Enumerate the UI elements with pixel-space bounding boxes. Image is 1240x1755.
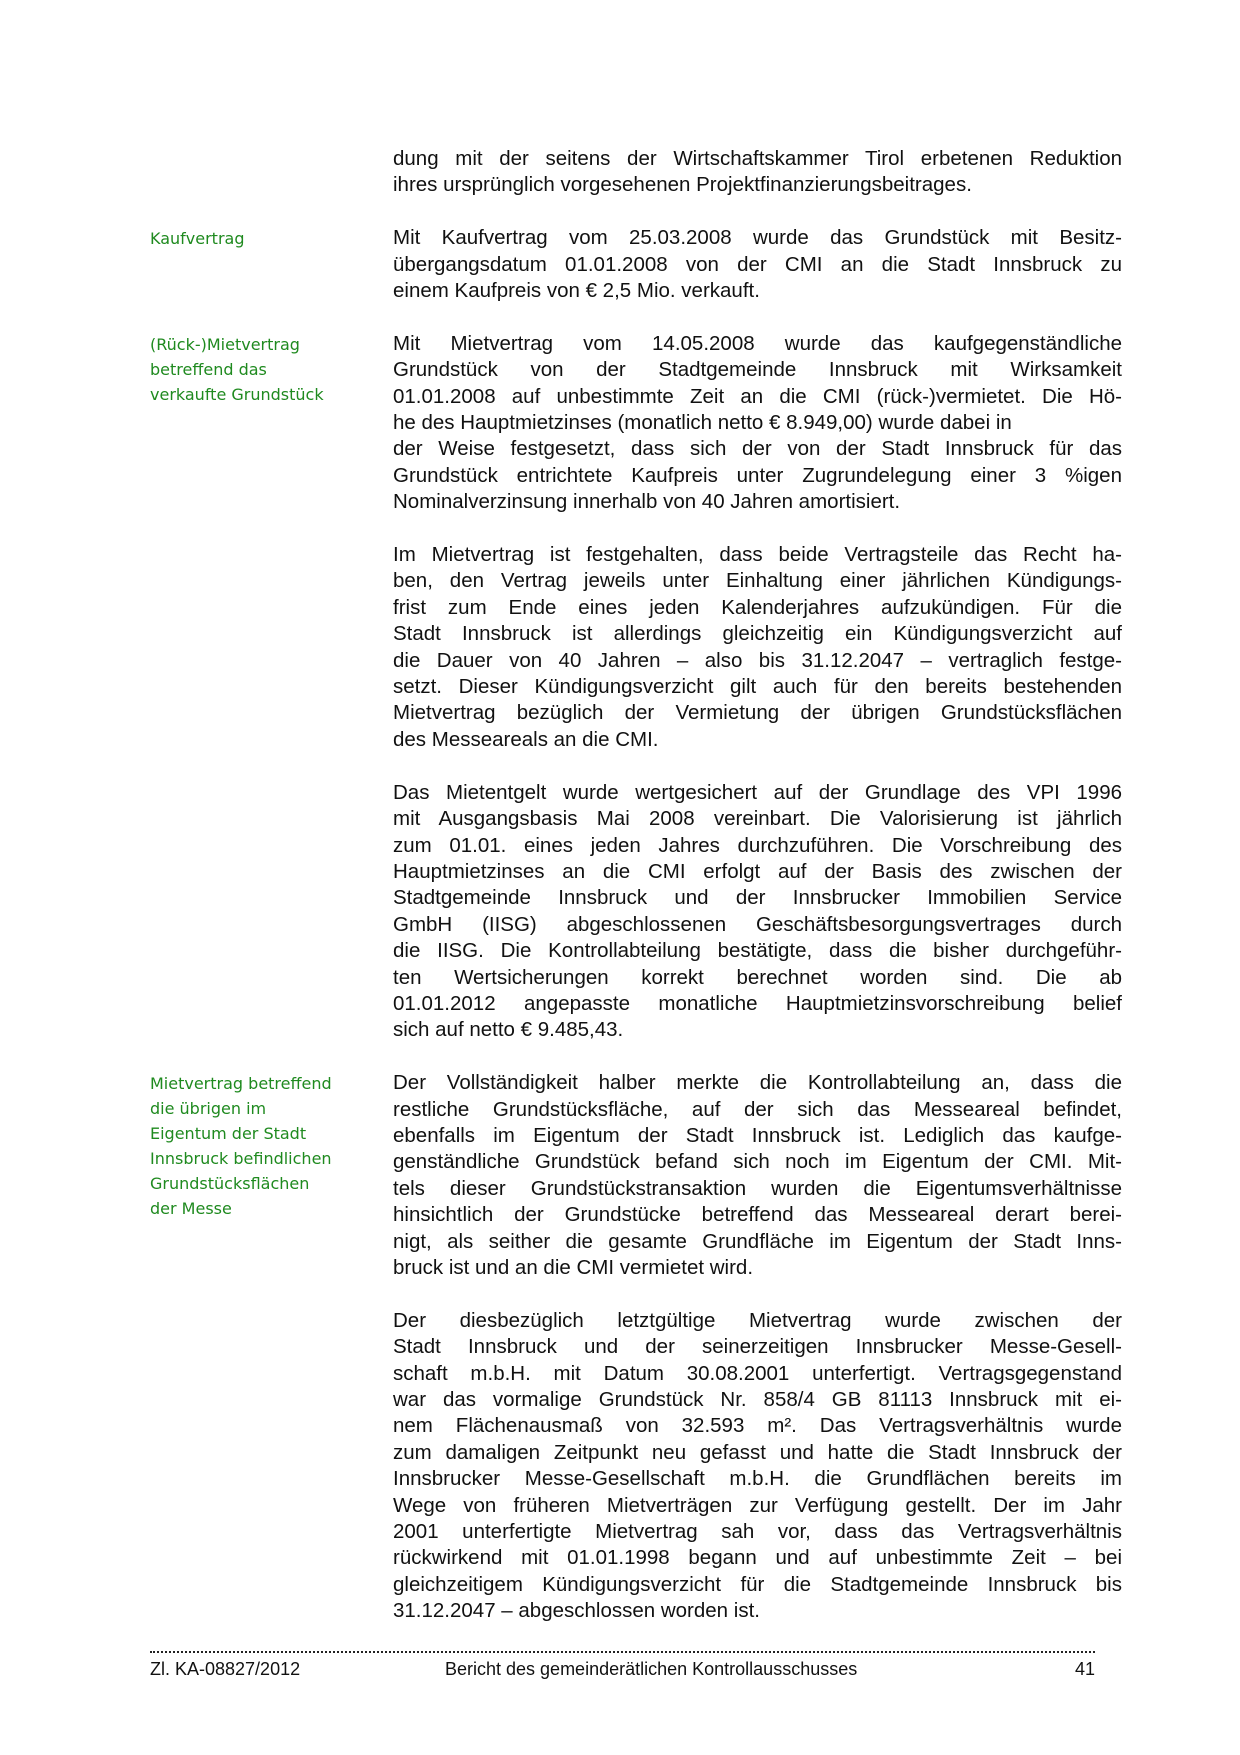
section-row: [150, 1308, 1122, 1625]
paragraph: [393, 225, 1122, 304]
paragraph-line: Hauptmietzinses an die CMI erfolgt auf der Basis des zwischen der: [393, 859, 1122, 883]
paragraph-line: restliche Grundstücksfläche, auf der sich das Messeareal befindet,: [393, 1097, 1122, 1121]
paragraph-line: die IISG. Die Kontrollabteilung bestätigte, dass die bisher durchgeführ-: [393, 939, 1122, 963]
paragraph-line: Mietvertrag bezüglich der Vermietung der übrigen Grundstücksflächen: [393, 701, 1122, 725]
paragraph-line: genständliche Grundstück befand sich noch im Eigentum der CMI. Mit-: [393, 1150, 1122, 1174]
paragraph-line: he des Hauptmietzinses (monatlich netto € 8.949,00) wurde dabei in: [393, 411, 1012, 435]
paragraph-line: ihres ursprünglich vorgesehenen Projektfinanzierungsbeitrages.: [393, 173, 972, 197]
paragraph: [393, 1070, 1122, 1281]
margin-label-line: Grundstücksflächen: [150, 1174, 310, 1194]
paragraph: [393, 542, 1122, 753]
paragraph: [393, 146, 1122, 199]
paragraph-line: übergangsdatum 01.01.2008 von der CMI an die Stadt Innsbruck zu: [393, 252, 1122, 276]
margin-label-line: Mietvertrag betreffend: [150, 1074, 332, 1094]
paragraph-line: ben, den Vertrag jeweils unter Einhaltung einer jährlichen Kündigungs-: [393, 569, 1122, 593]
paragraph-line: setzt. Dieser Kündigungsverzicht gilt auch für den bereits bestehenden: [393, 675, 1122, 699]
paragraph-line: der Weise festgesetzt, dass sich der von der Stadt Innsbruck für das: [393, 437, 1122, 461]
document-body: [150, 146, 1122, 1651]
page-number: 41: [1074, 1659, 1095, 1679]
paragraph-line: des Messeareals an die CMI.: [393, 727, 659, 751]
paragraph-line: Im Mietvertrag ist festgehalten, dass beide Vertragsteile das Recht ha-: [393, 543, 1122, 567]
margin-label: [150, 331, 393, 516]
paragraph-line: mit Ausgangsbasis Mai 2008 vereinbart. Die Valorisierung ist jährlich: [393, 807, 1122, 831]
paragraph: [393, 331, 1122, 516]
paragraph-line: dung mit der seitens der Wirtschaftskammer Tirol erbetenen Reduktion: [393, 147, 1122, 170]
paragraph-line: Stadt Innsbruck ist allerdings gleichzeitig ein Kündigungsverzicht auf: [393, 622, 1122, 646]
footer-report-title: Bericht des gemeinderätlichen Kontrollausschusses: [445, 1659, 858, 1679]
paragraph-line: schaft m.b.H. mit Datum 30.08.2001 unterfertigt. Vertragsgegenstand: [393, 1361, 1122, 1385]
paragraph-line: Nominalverzinsung innerhalb von 40 Jahren amortisiert.: [393, 490, 901, 514]
paragraph-line: 2001 unterfertigte Mietvertrag sah vor, dass das Vertragsverhältnis: [393, 1520, 1122, 1544]
section-row: [150, 146, 1122, 199]
section-row: [150, 225, 1122, 304]
paragraph-line: Innsbrucker Messe-Gesellschaft m.b.H. die Grundflächen bereits im: [393, 1467, 1122, 1491]
paragraph-line: hinsichtlich der Grundstücke betreffend das Messeareal derart berei-: [393, 1203, 1122, 1227]
paragraph-line: Stadt Innsbruck und der seinerzeitigen Innsbrucker Messe-Gesell-: [393, 1335, 1122, 1359]
paragraph-line: Das Mietentgelt wurde wertgesichert auf der Grundlage des VPI 1996: [393, 780, 1122, 804]
paragraph-line: frist zum Ende eines jeden Kalenderjahres aufzukündigen. Für die: [393, 595, 1122, 619]
paragraph-line: nem Flächenausmaß von 32.593 m². Das Vertragsverhältnis wurde: [393, 1414, 1122, 1438]
paragraph-line: Der diesbezüglich letztgültige Mietvertrag wurde zwischen der: [393, 1308, 1122, 1332]
paragraph-line: Mit Kaufvertrag vom 25.03.2008 wurde das Grundstück mit Besitz-: [393, 226, 1122, 250]
margin-label-line: verkaufte Grundstück: [150, 384, 324, 404]
paragraph-line: zum 01.01. eines jeden Jahres durchzuführen. Die Vorschreibung des: [393, 833, 1122, 857]
paragraph-line: Stadtgemeinde Innsbruck und der Innsbrucker Immobilien Service: [393, 886, 1122, 910]
margin-label-line: Kaufvertrag: [150, 229, 245, 249]
margin-label-line: betreffend das: [150, 359, 267, 379]
paragraph-line: einem Kaufpreis von € 2,5 Mio. verkauft.: [393, 279, 760, 303]
paragraph-line: Grundstück entrichtete Kaufpreis unter Zugrundelegung einer 3 %igen: [393, 463, 1122, 487]
margin-label-line: Innsbruck befindlichen: [150, 1149, 332, 1169]
paragraph-line: 01.01.2008 auf unbestimmte Zeit an die CMI (rück-)vermietet. Die Hö-: [393, 384, 1122, 408]
margin-label: [150, 542, 393, 753]
margin-label-line: Eigentum der Stadt: [150, 1124, 307, 1144]
paragraph-line: die Dauer von 40 Jahren – also bis 31.12.2047 – vertraglich festge-: [393, 648, 1122, 672]
section-row: [150, 542, 1122, 753]
section-row: [150, 1070, 1122, 1281]
paragraph-line: 31.12.2047 – abgeschlossen worden ist.: [393, 1599, 760, 1623]
paragraph: [393, 780, 1122, 1044]
paragraph-line: ten Wertsicherungen korrekt berechnet worden sind. Die ab: [393, 965, 1122, 989]
paragraph-line: bruck ist und an die CMI vermietet wird.: [393, 1255, 754, 1279]
paragraph-line: GmbH (IISG) abgeschlossenen Geschäftsbesorgungsvertrages durch: [393, 912, 1122, 936]
margin-label: [150, 146, 393, 199]
margin-label-line: die übrigen im: [150, 1099, 267, 1119]
margin-label-line: (Rück-)Mietvertrag: [150, 334, 300, 354]
margin-label: [150, 1070, 393, 1281]
section-row: [150, 331, 1122, 516]
paragraph-line: Wege von früheren Mietverträgen zur Verfügung gestellt. Der im Jahr: [393, 1493, 1122, 1517]
paragraph: [393, 1308, 1122, 1625]
paragraph-line: ebenfalls im Eigentum der Stadt Innsbruck ist. Lediglich das kaufge-: [393, 1123, 1122, 1147]
paragraph-line: Mit Mietvertrag vom 14.05.2008 wurde das kaufgegenständliche: [393, 331, 1122, 355]
paragraph-line: war das vormalige Grundstück Nr. 858/4 GB 81113 Innsbruck mit ei-: [393, 1388, 1122, 1411]
section-row: [150, 780, 1122, 1044]
paragraph-line: tels dieser Grundstückstransaktion wurden die Eigentumsverhältnisse: [393, 1176, 1122, 1200]
paragraph-line: zum damaligen Zeitpunkt neu gefasst und hatte die Stadt Innsbruck der: [393, 1440, 1122, 1464]
margin-label: [150, 225, 393, 304]
footer-dotted-divider: [150, 1651, 1095, 1653]
footer-reference-number: Zl. KA-08827/2012: [150, 1659, 301, 1679]
paragraph-line: Grundstück von der Stadtgemeinde Innsbruck mit Wirksamkeit: [393, 358, 1122, 382]
margin-label-line: der Messe: [150, 1199, 232, 1219]
paragraph-line: rückwirkend mit 01.01.1998 begann und auf unbestimmte Zeit – bei: [393, 1546, 1122, 1570]
margin-label: [150, 780, 393, 1044]
paragraph-line: nigt, als seither die gesamte Grundfläche im Eigentum der Stadt Inns-: [393, 1229, 1122, 1253]
paragraph-line: sich auf netto € 9.485,43.: [393, 1018, 624, 1042]
paragraph-line: gleichzeitigem Kündigungsverzicht für die Stadtgemeinde Innsbruck bis: [393, 1572, 1122, 1596]
margin-label: [150, 1308, 393, 1625]
paragraph-line: Der Vollständigkeit halber merkte die Kontrollabteilung an, dass die: [393, 1071, 1122, 1095]
paragraph-line: 01.01.2012 angepasste monatliche Hauptmietzinsvorschreibung belief: [393, 991, 1122, 1015]
